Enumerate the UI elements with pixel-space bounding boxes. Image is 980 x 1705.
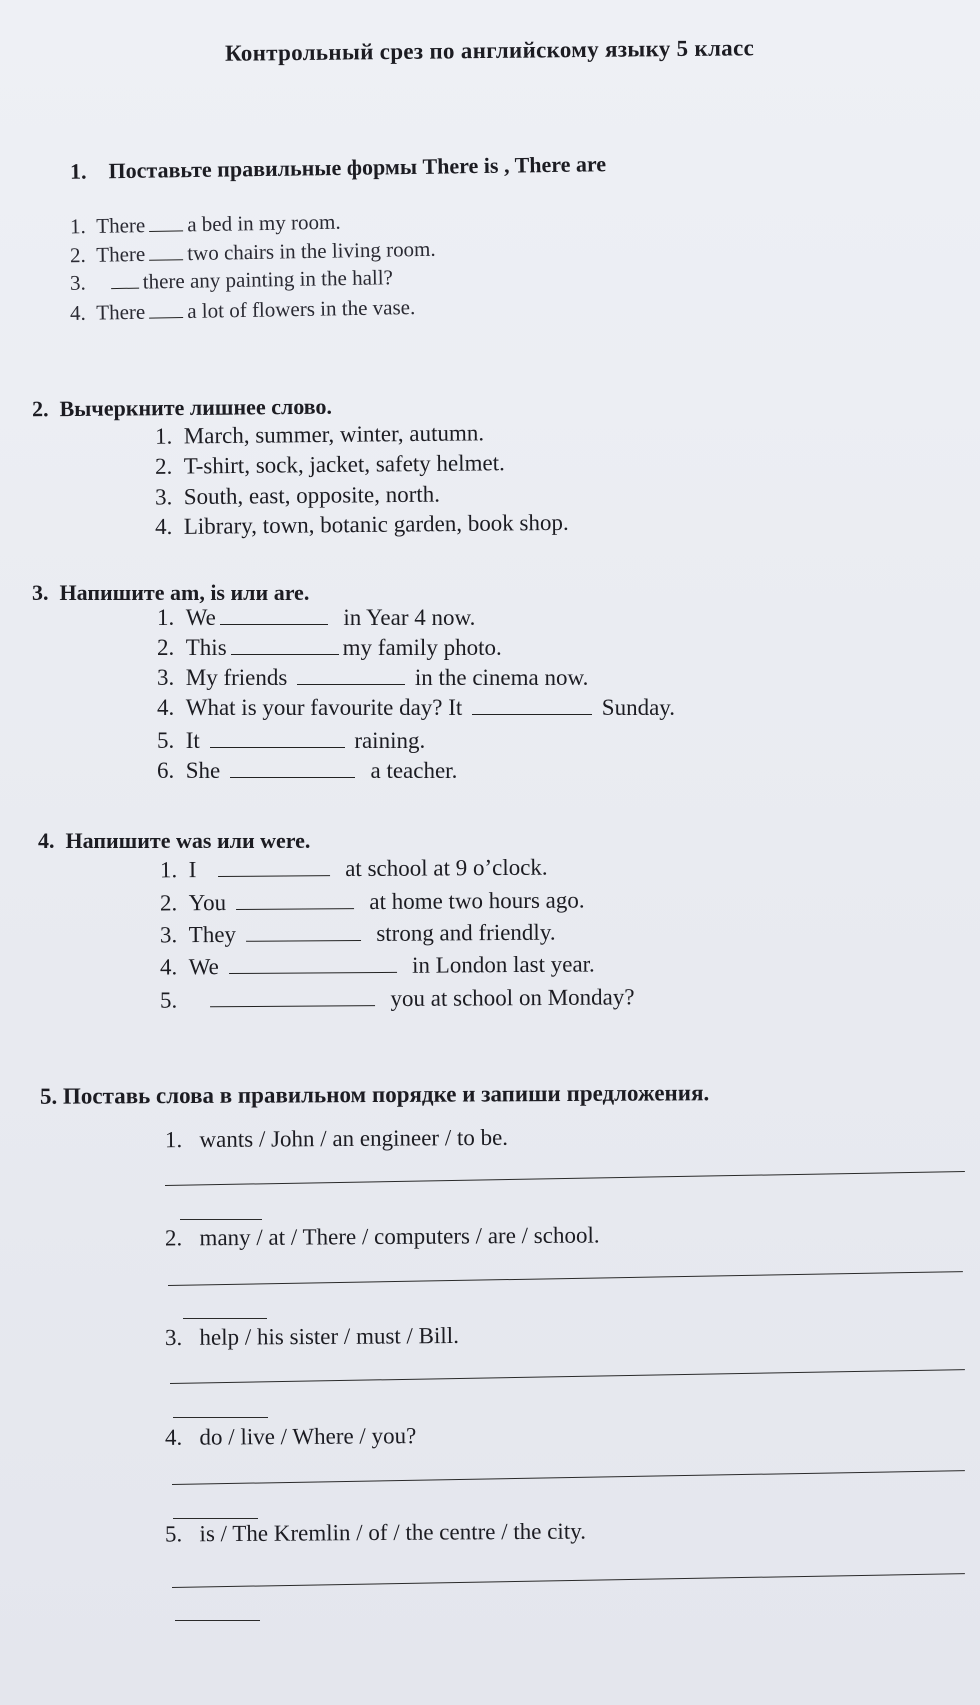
section-number: 3. bbox=[32, 580, 49, 605]
answer-blank[interactable] bbox=[218, 874, 330, 877]
answer-line[interactable] bbox=[172, 1470, 965, 1485]
item-number: 1. bbox=[159, 857, 178, 883]
item-text-before: This bbox=[185, 635, 227, 660]
answer-line[interactable] bbox=[170, 1369, 965, 1384]
section-number: 2. bbox=[31, 396, 49, 422]
item-text-before: I bbox=[188, 857, 197, 883]
answer-blank[interactable] bbox=[229, 971, 397, 974]
list-item bbox=[157, 635, 502, 661]
item-number: 2. bbox=[154, 453, 173, 479]
item-text: is / The Kremlin / of / the centre / the city. bbox=[199, 1518, 587, 1547]
item-text-after: Sunday. bbox=[601, 695, 676, 720]
item-number: 1. bbox=[157, 605, 175, 630]
item-text-before: What is your favourite day? It bbox=[185, 695, 463, 720]
item-text-after: there any painting in the hall? bbox=[142, 265, 394, 294]
section-number: 4. bbox=[38, 828, 55, 853]
item-text-before: My friends bbox=[185, 665, 288, 690]
item-number: 4. bbox=[164, 1424, 183, 1450]
item-text-after: in Year 4 now. bbox=[343, 605, 476, 630]
section-5-heading bbox=[40, 1080, 709, 1110]
item-text: many / at / There / computers / are / school. bbox=[199, 1222, 600, 1251]
list-item bbox=[160, 951, 595, 980]
item-text-before: There bbox=[96, 213, 146, 238]
list-item bbox=[70, 237, 436, 268]
item-text-before: It bbox=[185, 728, 200, 753]
item-text-after: in London last year. bbox=[411, 951, 595, 978]
item-number: 3. bbox=[159, 922, 178, 948]
page-title: Контрольный срез по английскому языку 5 класс bbox=[224, 35, 755, 66]
list-item bbox=[157, 605, 475, 631]
list-item bbox=[70, 295, 416, 326]
item-text-before: You bbox=[188, 890, 227, 916]
section-3-heading bbox=[32, 580, 309, 606]
item-number: 3. bbox=[164, 1324, 183, 1351]
item-number: 4. bbox=[157, 695, 175, 720]
item-text-after: a lot of flowers in the vase. bbox=[187, 294, 416, 323]
item-number: 4. bbox=[154, 513, 173, 540]
answer-blank[interactable] bbox=[236, 907, 354, 910]
list-item bbox=[157, 665, 588, 691]
answer-blank[interactable] bbox=[220, 623, 328, 625]
answer-blank[interactable] bbox=[210, 746, 345, 748]
item-number: 4. bbox=[69, 300, 86, 326]
item-text: help / his sister / must / Bill. bbox=[199, 1322, 459, 1350]
list-item bbox=[155, 450, 505, 480]
item-text: South, east, opposite, north. bbox=[183, 481, 441, 510]
answer-line-short[interactable] bbox=[175, 1620, 260, 1621]
item-number: 1. bbox=[69, 214, 86, 239]
list-item bbox=[155, 510, 569, 540]
item-number: 5. bbox=[164, 1521, 183, 1547]
item-text-before: There bbox=[96, 299, 146, 325]
item-text: wants / John / an engineer / to be. bbox=[199, 1124, 509, 1152]
item-text-before: We bbox=[188, 954, 219, 980]
section-heading-text: Поставь слова в правильном порядке и запиши предложения. bbox=[62, 1080, 710, 1109]
item-text-after: raining. bbox=[354, 728, 426, 753]
answer-blank[interactable] bbox=[246, 939, 361, 942]
item-number: 3. bbox=[157, 665, 175, 690]
item-number: 2. bbox=[157, 635, 175, 660]
answer-blank[interactable] bbox=[231, 653, 339, 655]
answer-line[interactable] bbox=[168, 1271, 963, 1286]
list-item bbox=[157, 758, 457, 784]
item-text-before: She bbox=[185, 758, 221, 783]
section-number: 1. bbox=[69, 158, 87, 184]
answer-blank[interactable] bbox=[230, 776, 355, 778]
item-number: 5. bbox=[159, 987, 178, 1013]
item-number: 1. bbox=[164, 1127, 183, 1153]
answer-line-short[interactable] bbox=[180, 1219, 262, 1220]
list-item bbox=[155, 420, 484, 449]
section-number: 5. bbox=[39, 1083, 58, 1109]
section-2-heading bbox=[32, 394, 332, 423]
answer-blank[interactable] bbox=[149, 229, 183, 232]
section-heading-text: Напишите was или were. bbox=[65, 828, 311, 853]
item-text-after: in the cinema now. bbox=[414, 665, 589, 690]
item-number: 3. bbox=[154, 484, 173, 510]
item-text-after: a bed in my room. bbox=[187, 209, 341, 237]
list-item bbox=[157, 728, 425, 754]
item-text: Library, town, botanic garden, book shop. bbox=[183, 509, 569, 539]
item-text-after: my family photo. bbox=[342, 635, 502, 660]
answer-line-short[interactable] bbox=[173, 1417, 268, 1418]
section-1-heading bbox=[70, 151, 606, 184]
answer-line-short[interactable] bbox=[183, 1318, 267, 1319]
item-text-before: There bbox=[96, 241, 146, 267]
list-item bbox=[165, 1222, 600, 1251]
section-4-heading bbox=[38, 828, 310, 854]
list-item bbox=[165, 1125, 508, 1153]
list-item bbox=[160, 855, 548, 884]
section-heading-text: Напишите am, is или are. bbox=[59, 580, 310, 605]
list-item bbox=[160, 888, 585, 917]
item-text-after: two chairs in the living room. bbox=[187, 236, 436, 266]
answer-blank[interactable] bbox=[149, 258, 183, 261]
list-item bbox=[155, 482, 440, 511]
item-number: 4. bbox=[159, 954, 178, 980]
answer-blank[interactable] bbox=[111, 287, 139, 289]
item-text-before: They bbox=[188, 921, 237, 948]
list-item bbox=[160, 984, 635, 1013]
item-text-after: at school at 9 o’clock. bbox=[345, 854, 548, 882]
list-item bbox=[157, 695, 675, 721]
list-item bbox=[70, 210, 341, 240]
list-item bbox=[70, 265, 393, 296]
list-item bbox=[160, 920, 556, 949]
item-text-before: We bbox=[185, 605, 216, 630]
item-text: March, summer, winter, autumn. bbox=[183, 420, 485, 449]
item-number: 1. bbox=[154, 423, 173, 449]
answer-line[interactable] bbox=[165, 1171, 965, 1186]
answer-line[interactable] bbox=[172, 1573, 965, 1588]
answer-blank[interactable] bbox=[210, 1004, 375, 1007]
item-text-after: a teacher. bbox=[370, 758, 458, 783]
answer-blank[interactable] bbox=[297, 683, 405, 685]
answer-line-short[interactable] bbox=[173, 1518, 258, 1519]
answer-blank[interactable] bbox=[149, 316, 183, 319]
item-text-after: at home two hours ago. bbox=[369, 887, 585, 915]
item-text-after: you at school on Monday? bbox=[390, 984, 635, 1012]
list-item bbox=[165, 1519, 586, 1548]
item-number: 2. bbox=[159, 890, 178, 916]
answer-blank[interactable] bbox=[472, 713, 592, 715]
section-heading-text: Вычеркните лишнее слово. bbox=[59, 393, 333, 422]
item-number: 2. bbox=[164, 1225, 183, 1251]
list-item bbox=[165, 1323, 459, 1351]
item-number: 3. bbox=[69, 270, 86, 295]
item-text: do / live / Where / you? bbox=[199, 1423, 417, 1450]
list-item bbox=[165, 1423, 416, 1451]
section-heading-text: Поставьте правильные формы There is , There are bbox=[108, 151, 607, 184]
item-number: 2. bbox=[69, 242, 86, 268]
item-number: 6. bbox=[157, 758, 175, 783]
item-text: T-shirt, sock, jacket, safety helmet. bbox=[183, 450, 505, 479]
item-text-after: strong and friendly. bbox=[376, 919, 556, 946]
item-number: 5. bbox=[157, 728, 175, 753]
